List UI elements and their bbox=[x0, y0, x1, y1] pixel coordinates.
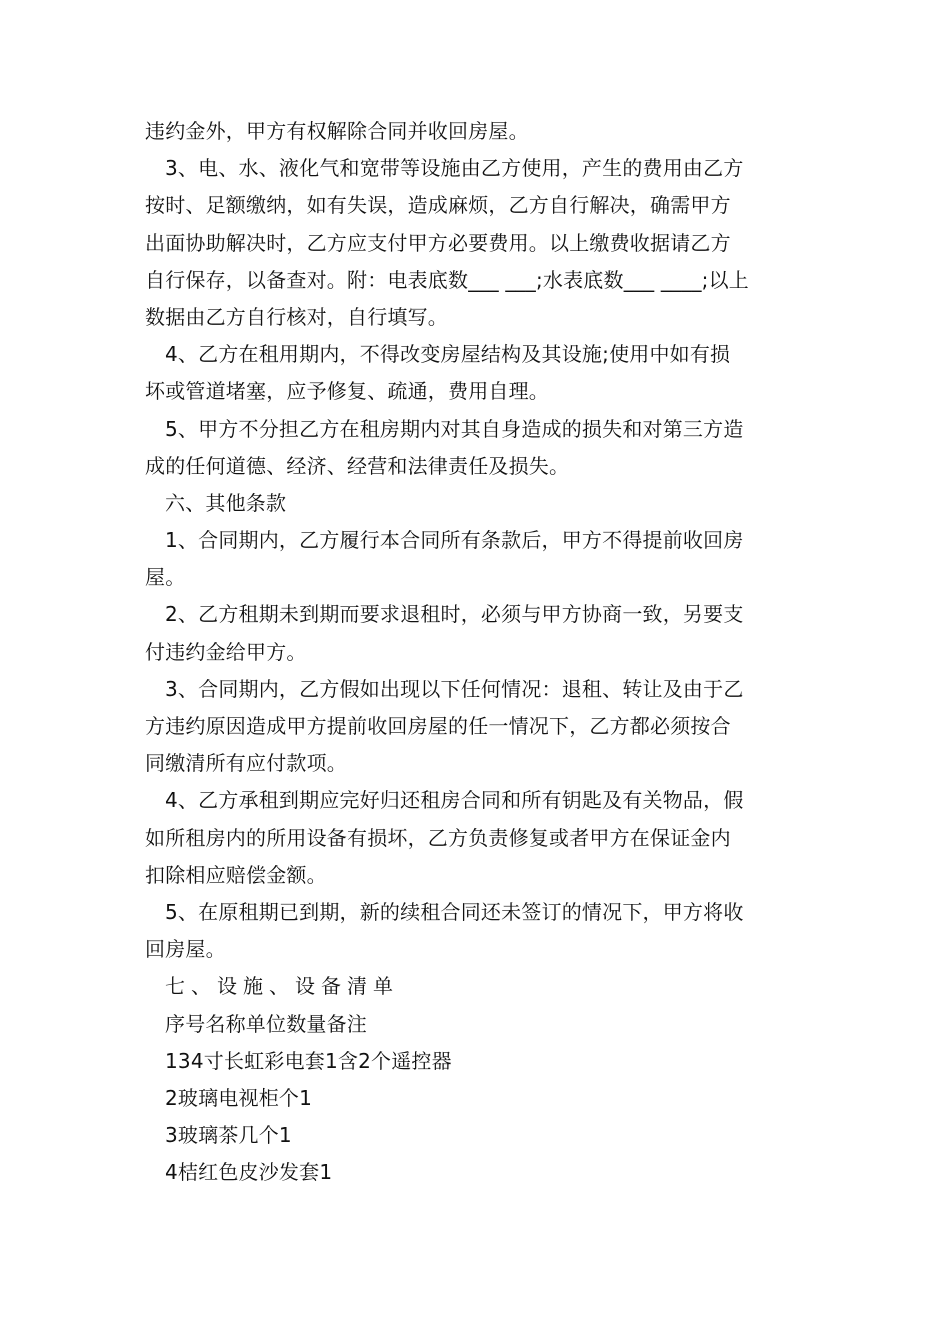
paragraph-line: 方违约原因造成甲方提前收回房屋的任一情况下，乙方都必须按合 bbox=[145, 714, 731, 738]
list-item: 134寸长虹彩电套1含2个遥控器 bbox=[165, 1048, 452, 1073]
table-header-line: 序号名称单位数量备注 bbox=[165, 1011, 367, 1036]
paragraph-line: 5、在原租期已到期，新的续租合同还未签订的情况下，甲方将收 bbox=[165, 899, 744, 924]
section-heading: 七、设施、设备清单 bbox=[165, 974, 399, 999]
paragraph-line: 出面协助解决时，乙方应支付甲方必要费用。以上缴费收据请乙方 bbox=[145, 230, 731, 255]
paragraph-line: 坏或管道堵塞，应予修复、疏通，费用自理。 bbox=[145, 379, 549, 404]
list-item: 2玻璃电视柜个1 bbox=[165, 1085, 313, 1110]
paragraph-line: 4、乙方承租到期应完好归还租房合同和所有钥匙及有关物品，假 bbox=[165, 788, 744, 813]
paragraph-line: 屋。 bbox=[145, 565, 186, 590]
paragraph-line: 违约金外，甲方有权解除合同并收回房屋。 bbox=[145, 119, 529, 143]
paragraph-line: 成的任何道德、经济、经营和法律责任及损失。 bbox=[145, 453, 570, 478]
paragraph-line: 付违约金给甲方。 bbox=[145, 639, 307, 664]
paragraph-line: 3、电、水、液化气和宽带等设施由乙方使用，产生的费用由乙方 bbox=[165, 156, 744, 181]
paragraph-line: 如所租房内的所用设备有损坏，乙方负责修复或者甲方在保证金内 bbox=[145, 825, 731, 850]
paragraph-line: 自行保存，以备查对。附：电表底数___ ___;水表底数___ ____;以上 bbox=[145, 267, 749, 292]
paragraph-line: 4、乙方在租用期内，不得改变房屋结构及其设施;使用中如有损 bbox=[165, 342, 731, 367]
paragraph-line: 扣除相应赔偿金额。 bbox=[145, 862, 327, 887]
list-item: 4桔红色皮沙发套1 bbox=[165, 1160, 333, 1185]
section-heading: 六、其他条款 bbox=[165, 490, 287, 515]
paragraph-line: 按时、足额缴纳，如有失误，造成麻烦，乙方自行解决，确需甲方 bbox=[145, 193, 731, 218]
paragraph-line: 同缴清所有应付款项。 bbox=[145, 751, 347, 776]
paragraph-line: 5、甲方不分担乙方在租房期内对其自身造成的损失和对第三方造 bbox=[165, 416, 744, 441]
paragraph-line: 数据由乙方自行核对，自行填写。 bbox=[145, 304, 448, 329]
paragraph-line: 3、合同期内，乙方假如出现以下任何情况：退租、转让及由于乙 bbox=[165, 676, 744, 701]
paragraph-line: 回房屋。 bbox=[145, 937, 226, 962]
list-item: 3玻璃茶几个1 bbox=[165, 1123, 292, 1148]
document-body bbox=[145, 113, 810, 1191]
paragraph-line: 1、合同期内，乙方履行本合同所有条款后，甲方不得提前收回房 bbox=[165, 528, 744, 553]
paragraph-line: 2、乙方租期未到期而要求退租时，必须与甲方协商一致，另要支 bbox=[165, 602, 744, 627]
